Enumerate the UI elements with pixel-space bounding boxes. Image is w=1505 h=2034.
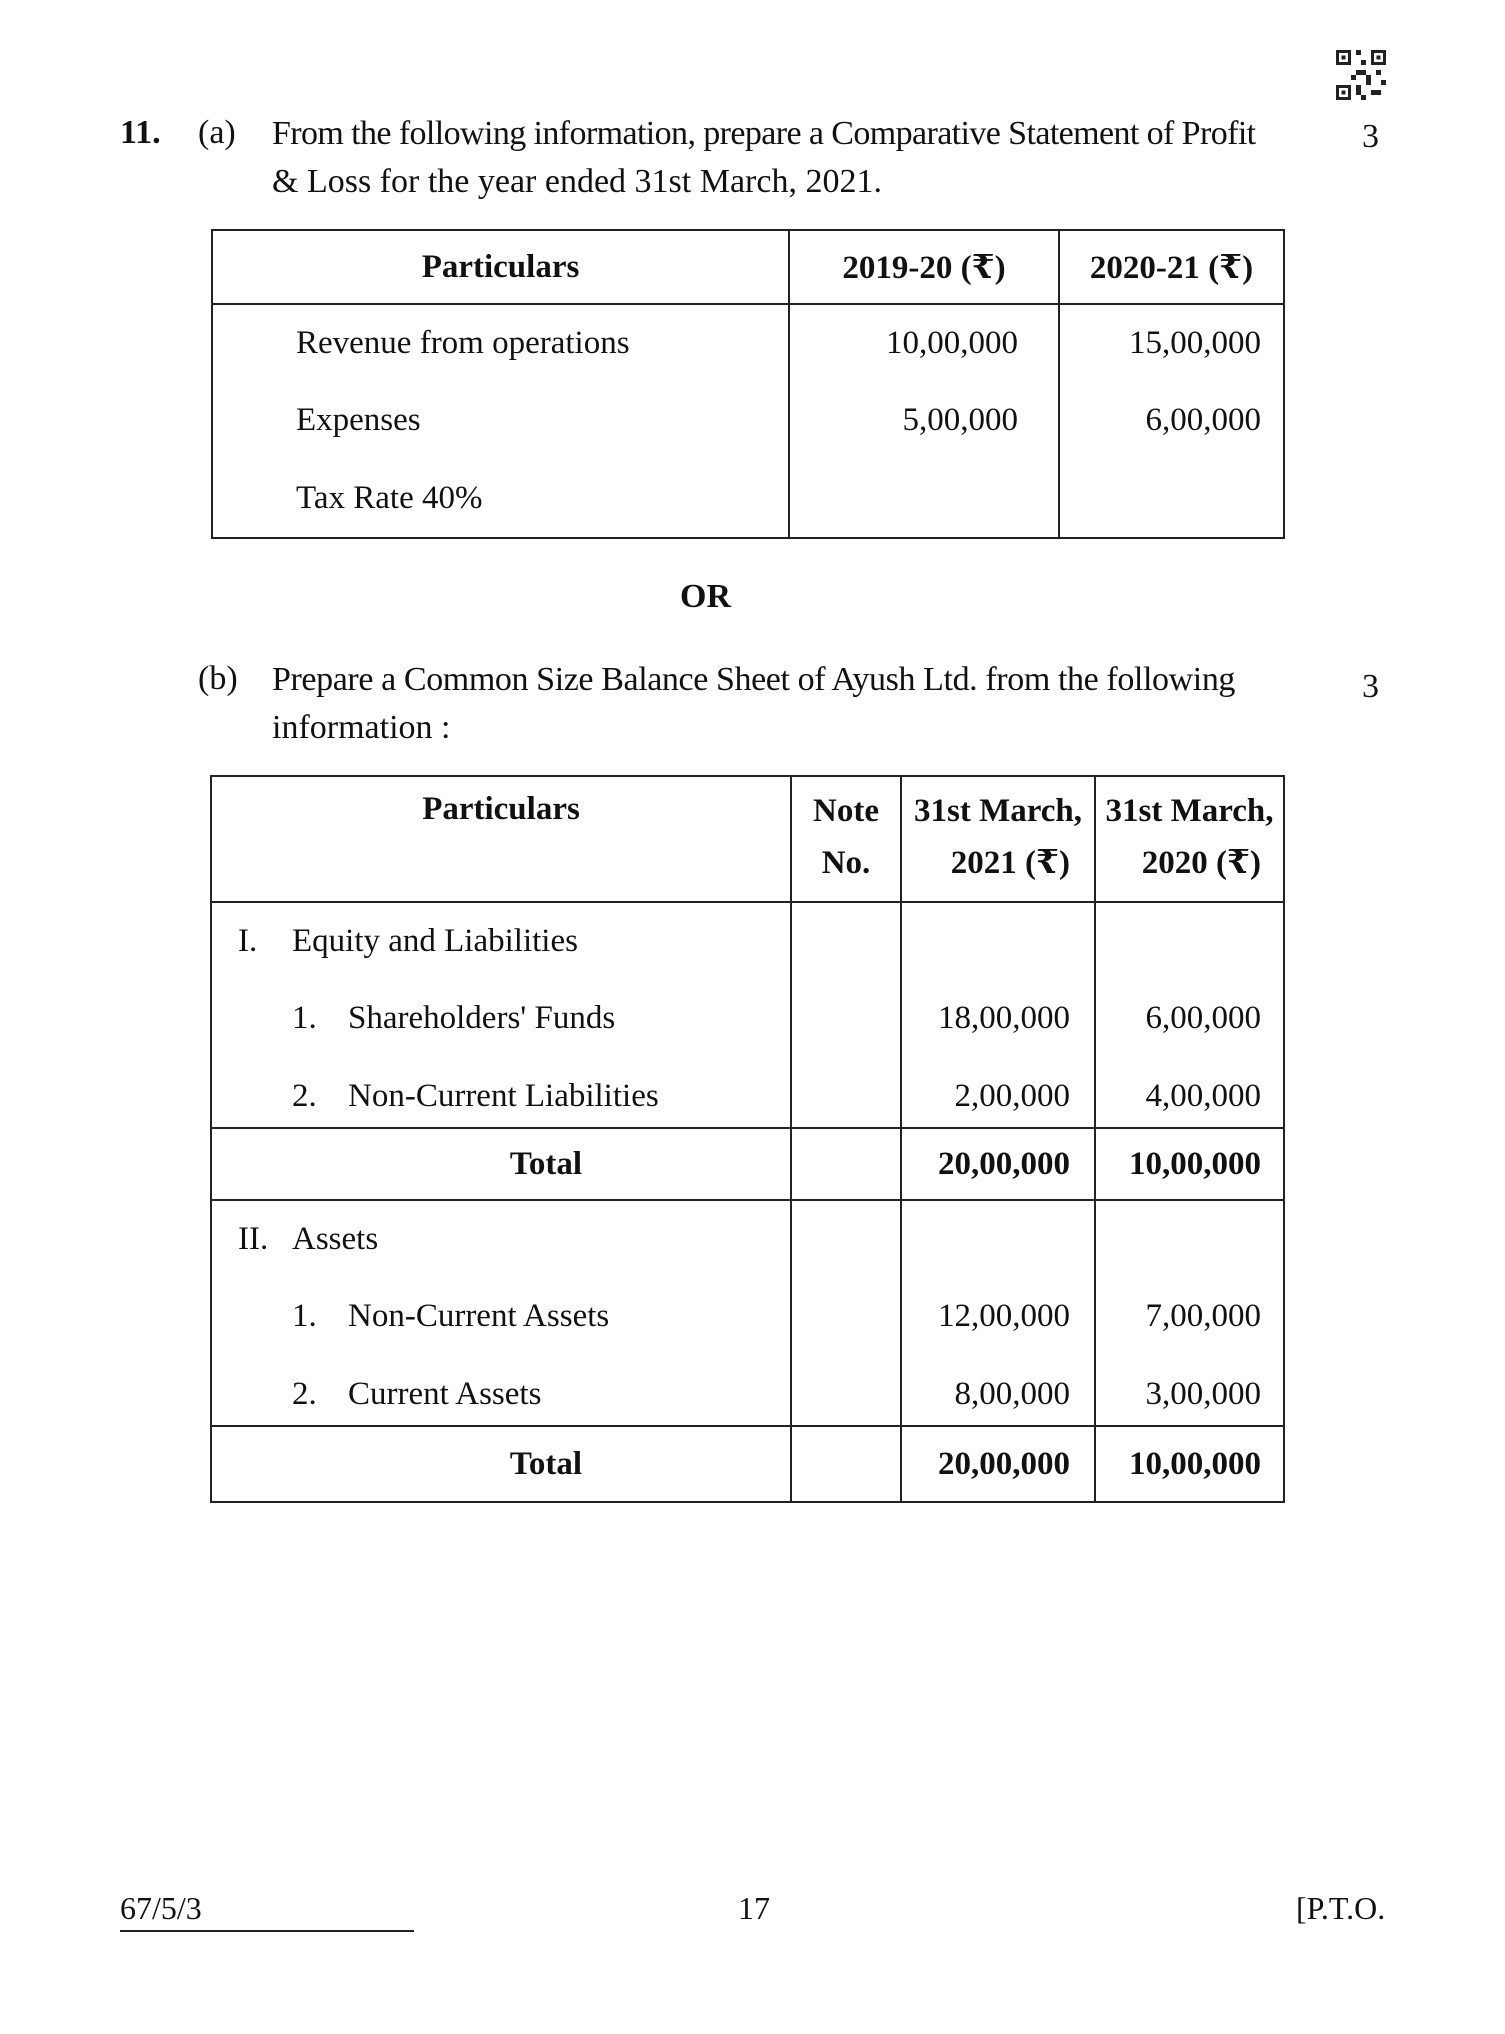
page-number: 17	[738, 1890, 770, 1926]
part-b-label: (b)	[198, 660, 238, 697]
part-a-text	[272, 110, 1352, 206]
table-header-row	[212, 230, 1284, 304]
row-label: Tax Rate 40%	[212, 460, 789, 538]
col-particulars: Particulars	[211, 776, 791, 902]
row-value-2021: 12,00,000	[901, 1278, 1095, 1356]
part-b-text-line1: Prepare a Common Size Balance Sheet of Ayush Ltd. from the following	[272, 661, 1236, 698]
table-header-row	[211, 776, 1284, 902]
table-row	[212, 382, 1284, 460]
part-b-text-line2: information :	[272, 709, 451, 746]
or-separator: OR	[680, 578, 731, 615]
item-number: 1.	[292, 1000, 317, 1036]
total-label: Total	[211, 1128, 791, 1200]
col-2020-line1: 31st March,	[1105, 793, 1274, 829]
row-label	[211, 980, 791, 1058]
row-label	[211, 1278, 791, 1356]
col-2020-21: 2020-21 (₹)	[1059, 230, 1284, 304]
section-heading-row	[211, 1200, 1284, 1278]
note-cell	[791, 1356, 901, 1426]
item-number: 2.	[292, 1376, 317, 1412]
total-row	[211, 1426, 1284, 1502]
empty-cell	[901, 1200, 1095, 1278]
row-label: Expenses	[212, 382, 789, 460]
total-2020: 10,00,000	[1095, 1128, 1284, 1200]
row-value-2020: 3,00,000	[1095, 1356, 1284, 1426]
row-value-2020: 4,00,000	[1095, 1058, 1284, 1128]
row-label: Revenue from operations	[212, 304, 789, 382]
table-row	[212, 460, 1284, 538]
col-2020-line2: 2020 (₹)	[1141, 845, 1261, 881]
item-label: Current Assets	[348, 1376, 542, 1412]
col-particulars: Particulars	[212, 230, 789, 304]
item-number: 1.	[292, 1298, 317, 1334]
row-value-2021: 2,00,000	[901, 1058, 1095, 1128]
section-roman: I.	[238, 923, 258, 959]
section-roman: II.	[238, 1221, 269, 1257]
row-value-2020: 7,00,000	[1095, 1278, 1284, 1356]
part-a-label: (a)	[198, 114, 236, 151]
empty-cell	[901, 902, 1095, 980]
item-label: Non-Current Liabilities	[348, 1078, 659, 1114]
row-value-2020-21: 15,00,000	[1059, 304, 1284, 382]
row-value-2021: 18,00,000	[901, 980, 1095, 1058]
section-heading	[211, 902, 791, 980]
row-label	[211, 1058, 791, 1128]
note-cell	[791, 980, 901, 1058]
col-2019-20: 2019-20 (₹)	[789, 230, 1059, 304]
col-note-line1: Note	[813, 793, 879, 829]
part-a-text-line1: From the following information, prepare a Comparative Statement of Profit	[272, 115, 1256, 152]
row-value-2021: 8,00,000	[901, 1356, 1095, 1426]
comparative-pl-table	[211, 229, 1285, 539]
item-label: Non-Current Assets	[348, 1298, 610, 1334]
item-label: Shareholders' Funds	[348, 1000, 616, 1036]
part-b-marks: 3	[1362, 668, 1379, 705]
col-2021	[901, 776, 1095, 902]
empty-cell	[791, 1200, 901, 1278]
row-value-2020: 6,00,000	[1095, 980, 1284, 1058]
table-row	[211, 1278, 1284, 1356]
table-row	[212, 304, 1284, 382]
row-value-2019-20: 10,00,000	[789, 304, 1059, 382]
paper-code: 67/5/3	[120, 1890, 202, 1926]
row-value-2019-20	[789, 460, 1059, 538]
pto-label: [P.T.O.	[1296, 1890, 1386, 1926]
total-row	[211, 1128, 1284, 1200]
note-cell	[791, 1128, 901, 1200]
part-b-text	[272, 656, 1352, 752]
total-2021: 20,00,000	[901, 1128, 1095, 1200]
empty-cell	[1095, 1200, 1284, 1278]
question-number: 11.	[120, 114, 161, 151]
total-label: Total	[211, 1426, 791, 1502]
item-number: 2.	[292, 1078, 317, 1114]
note-cell	[791, 1278, 901, 1356]
row-value-2020-21	[1059, 460, 1284, 538]
total-2021: 20,00,000	[901, 1426, 1095, 1502]
part-a-marks: 3	[1362, 118, 1379, 155]
note-cell	[791, 1058, 901, 1128]
note-cell	[791, 1426, 901, 1502]
empty-cell	[791, 902, 901, 980]
col-note-line2: No.	[821, 845, 871, 881]
row-label	[211, 1356, 791, 1426]
common-size-balance-sheet-table	[210, 775, 1285, 1503]
footer-underline	[120, 1930, 414, 1932]
col-2020	[1095, 776, 1284, 902]
row-value-2019-20: 5,00,000	[789, 382, 1059, 460]
section-title: Assets	[292, 1221, 379, 1257]
total-2020: 10,00,000	[1095, 1426, 1284, 1502]
table-row	[211, 1356, 1284, 1426]
part-a-text-line2: & Loss for the year ended 31st March, 2021.	[272, 163, 882, 200]
col-2021-line1: 31st March,	[913, 793, 1083, 829]
row-value-2020-21: 6,00,000	[1059, 382, 1284, 460]
qr-code-icon	[1336, 50, 1386, 100]
section-title: Equity and Liabilities	[292, 923, 578, 959]
empty-cell	[1095, 902, 1284, 980]
col-2021-line2: 2021 (₹)	[950, 845, 1070, 881]
table-row	[211, 1058, 1284, 1128]
col-note-no	[791, 776, 901, 902]
section-heading	[211, 1200, 791, 1278]
table-row	[211, 980, 1284, 1058]
section-heading-row	[211, 902, 1284, 980]
